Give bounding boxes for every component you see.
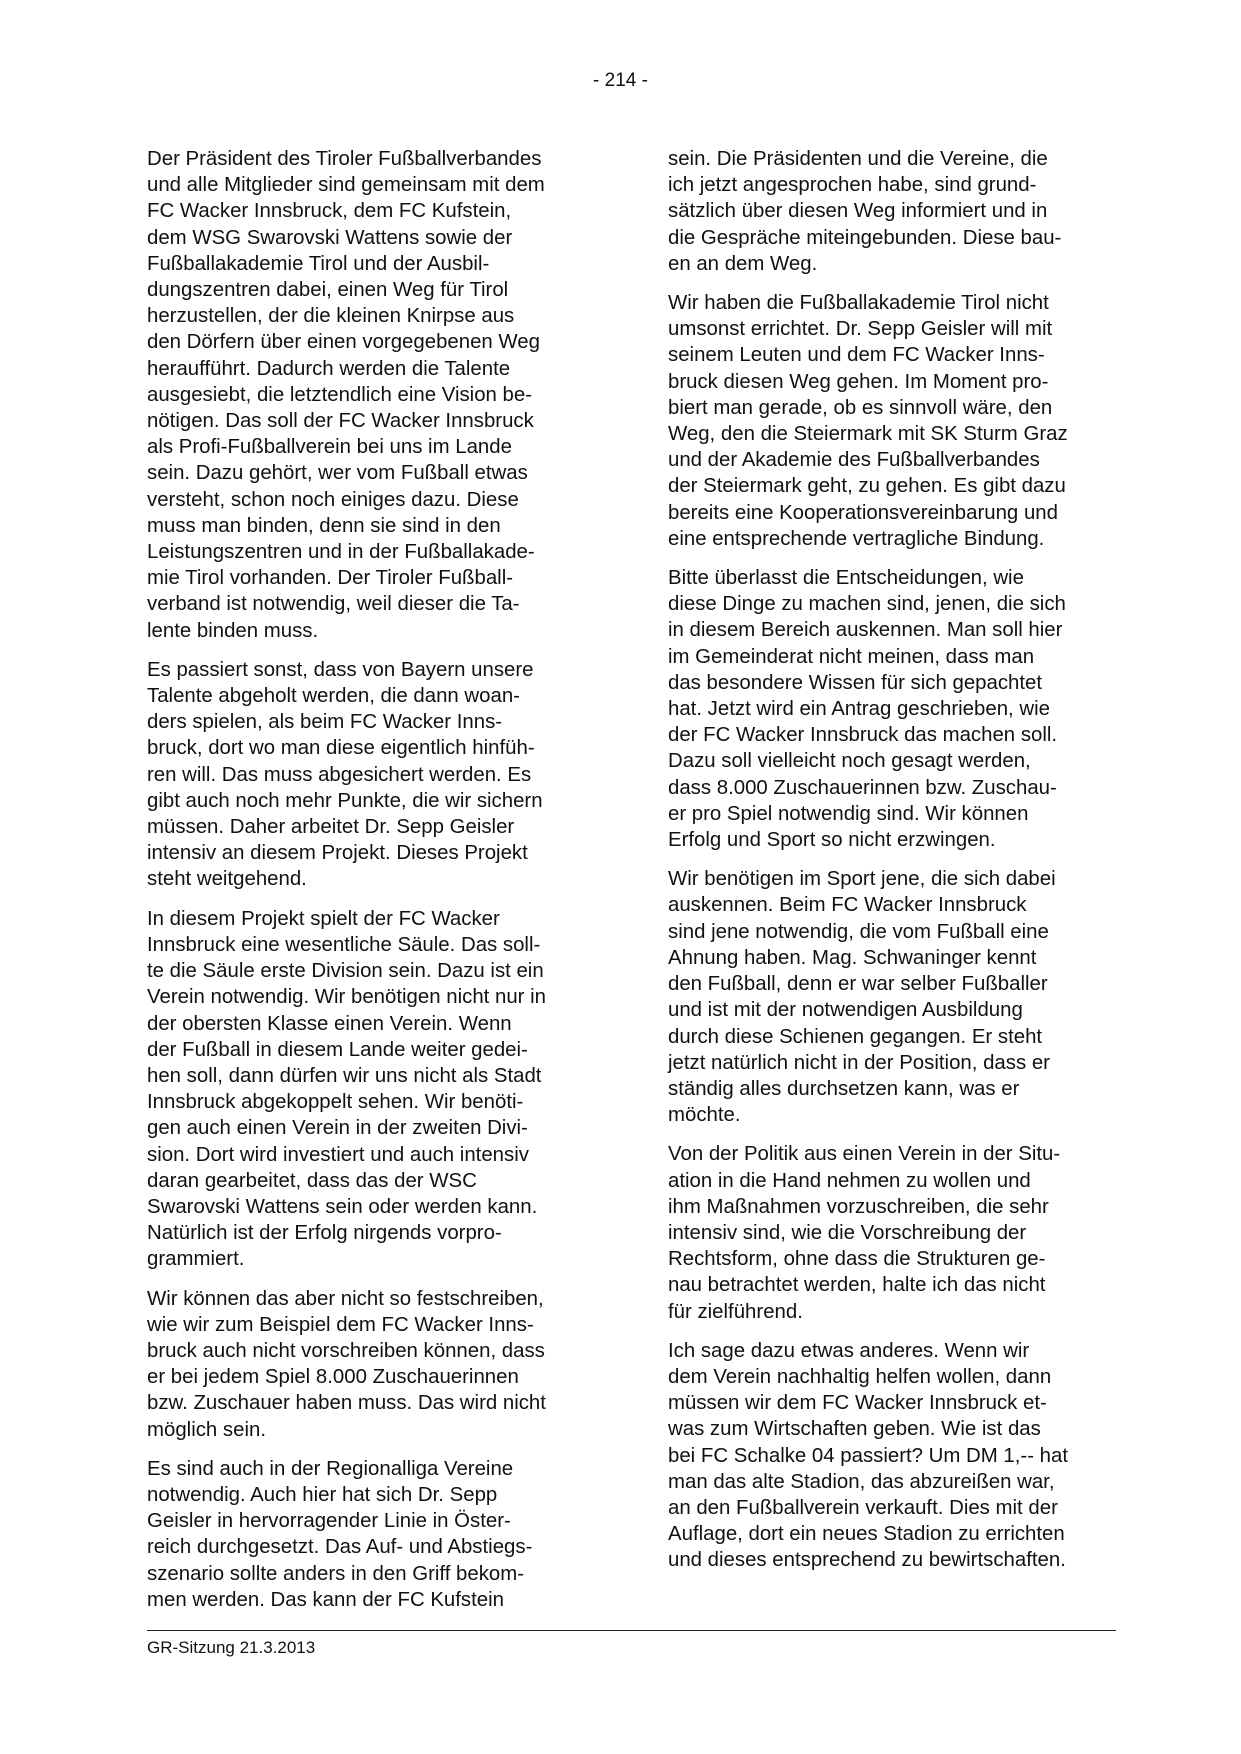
text-line: möglich sein.: [147, 1418, 266, 1441]
text-line: nötigen. Das soll der FC Wacker Innsbruck: [147, 410, 534, 433]
text-line: dungszentren dabei, einen Weg für Tirol: [147, 279, 509, 302]
paragraph: [668, 146, 1116, 277]
text-line: möchte.: [668, 1104, 741, 1127]
text-line: bruck auch nicht vorschreiben können, dass: [147, 1339, 545, 1362]
text-line: daran gearbeitet, dass das der WSC: [147, 1169, 477, 1192]
text-line: der FC Wacker Innsbruck das machen soll.: [668, 724, 1058, 747]
text-line: Geisler in hervorragender Linie in Öster-: [147, 1510, 511, 1533]
text-line: Erfolg und Sport so nicht erzwingen.: [668, 829, 996, 852]
text-line: Innsbruck eine wesentliche Säule. Das soll-: [147, 933, 541, 956]
text-line: hat. Jetzt wird ein Antrag geschrieben, wie: [668, 698, 1050, 721]
text-line: Weg, den die Steiermark mit SK Sturm Graz: [668, 423, 1068, 446]
text-line: reich durchgesetzt. Das Auf- und Abstiegs-: [147, 1536, 533, 1559]
text-line: im Gemeinderat nicht meinen, dass man: [668, 645, 1035, 668]
text-line: er bei jedem Spiel 8.000 Zuschauerinnen: [147, 1366, 519, 1389]
text-line: biert man gerade, ob es sinnvoll wäre, den: [668, 396, 1053, 419]
text-line: sion. Dort wird investiert und auch intensiv: [147, 1143, 529, 1166]
text-line: gen auch einen Verein in der zweiten Divi-: [147, 1117, 528, 1140]
text-line: sind jene notwendig, die vom Fußball eine: [668, 920, 1049, 943]
text-line: Rechtsform, ohne dass die Strukturen ge-: [668, 1248, 1046, 1271]
paragraph: [668, 1338, 1116, 1574]
page-number: - 214 -: [593, 70, 648, 91]
text-line: notwendig. Auch hier hat sich Dr. Sepp: [147, 1483, 498, 1506]
text-line: in diesem Bereich auskennen. Man soll hier: [668, 619, 1063, 642]
paragraph: [147, 146, 607, 644]
text-line: der obersten Klasse einen Verein. Wenn: [147, 1012, 512, 1035]
text-line: ausgesiebt, die letztendlich eine Vision be-: [147, 383, 533, 406]
text-line: eine entsprechende vertragliche Bindung.: [668, 527, 1045, 550]
text-line: bruck, dort wo man diese eigentlich hinfüh-: [147, 737, 535, 760]
text-line: durch diese Schienen gegangen. Er steht: [668, 1025, 1043, 1048]
text-line: das besondere Wissen für sich gepachtet: [668, 671, 1043, 694]
text-line: gibt auch noch mehr Punkte, die wir sichern: [147, 789, 543, 812]
text-line: Natürlich ist der Erfolg nirgends vorpro-: [147, 1222, 502, 1245]
paragraph: [668, 866, 1116, 1128]
text-line: FC Wacker Innsbruck, dem FC Kufstein,: [147, 200, 512, 223]
text-line: en an dem Weg.: [668, 252, 818, 275]
text-line: der Fußball in diesem Lande weiter gedei-: [147, 1038, 528, 1061]
text-line: Von der Politik aus einen Verein in der Situ-: [668, 1143, 1061, 1166]
text-line: muss man binden, denn sie sind in den: [147, 514, 501, 537]
text-line: Innsbruck abgekoppelt sehen. Wir benöti-: [147, 1091, 524, 1114]
left-column: [147, 146, 607, 1626]
text-line: versteht, schon noch einiges dazu. Diese: [147, 488, 519, 511]
text-line: für zielführend.: [668, 1300, 803, 1323]
text-line: und der Akademie des Fußballverbandes: [668, 449, 1040, 472]
text-line: ren will. Das muss abgesichert werden. Es: [147, 763, 532, 786]
text-line: nau betrachtet werden, halte ich das nicht: [668, 1274, 1046, 1297]
text-line: jetzt natürlich nicht in der Position, dass er: [668, 1051, 1050, 1074]
text-line: ständig alles durchsetzen kann, was er: [668, 1077, 1020, 1100]
text-line: seinem Leuten und dem FC Wacker Inns-: [668, 344, 1045, 367]
text-line: und ist mit der notwendigen Ausbildung: [668, 999, 1023, 1022]
text-line: ich jetzt angesprochen habe, sind grund-: [668, 174, 1037, 197]
text-line: bei FC Schalke 04 passiert? Um DM 1,-- hat: [668, 1444, 1069, 1467]
text-line: den Fußball, denn er war selber Fußballer: [668, 973, 1048, 996]
text-line: die Gespräche miteingebunden. Diese bau-: [668, 226, 1062, 249]
text-line: Leistungszentren und in der Fußballakade-: [147, 541, 535, 564]
text-line: Bitte überlasst die Entscheidungen, wie: [668, 567, 1024, 590]
text-line: sein. Die Präsidenten und die Vereine, die: [668, 148, 1048, 170]
text-line: den Dörfern über einen vorgegebenen Weg: [147, 331, 540, 354]
text-line: Fußballakademie Tirol und der Ausbil-: [147, 252, 490, 275]
text-line: herzustellen, der die kleinen Knirpse aus: [147, 305, 515, 328]
text-line: te die Säule erste Division sein. Dazu ist ein: [147, 960, 544, 983]
text-line: Talente abgeholt werden, die dann woan-: [147, 685, 520, 708]
paragraph: [668, 290, 1116, 552]
text-line: diese Dinge zu machen sind, jenen, die sich: [668, 593, 1066, 616]
text-line: lente binden muss.: [147, 619, 319, 642]
text-line: Auflage, dort ein neues Stadion zu errichten: [668, 1523, 1065, 1546]
text-line: Es sind auch in der Regionalliga Vereine: [147, 1457, 514, 1480]
text-line: In diesem Projekt spielt der FC Wacker: [147, 907, 500, 930]
paragraph: [147, 906, 607, 1273]
text-line: Dazu soll vielleicht noch gesagt werden,: [668, 750, 1031, 773]
text-line: Wir haben die Fußballakademie Tirol nicht: [668, 292, 1049, 315]
text-line: müssen wir dem FC Wacker Innsbruck et-: [668, 1392, 1047, 1415]
text-line: Ich sage dazu etwas anderes. Wenn wir: [668, 1339, 1030, 1362]
text-line: der Steiermark geht, zu gehen. Es gibt dazu: [668, 475, 1066, 498]
footer-divider: [147, 1630, 1116, 1631]
text-line: sein. Dazu gehört, wer vom Fußball etwas: [147, 462, 528, 485]
text-line: Verein notwendig. Wir benötigen nicht nur in: [147, 986, 546, 1009]
paragraph: [147, 1456, 607, 1613]
text-line: Es passiert sonst, dass von Bayern unsere: [147, 658, 534, 681]
text-line: und dieses entsprechend zu bewirtschaften.: [668, 1549, 1066, 1572]
text-line: ihm Maßnahmen vorzuschreiben, die sehr: [668, 1195, 1049, 1218]
text-line: man das alte Stadion, das abzureißen war,: [668, 1470, 1055, 1493]
paragraph: [147, 1286, 607, 1443]
text-line: und alle Mitglieder sind gemeinsam mit dem: [147, 174, 545, 197]
text-line: was zum Wirtschaften geben. Wie ist das: [668, 1418, 1041, 1441]
text-line: ders spielen, als beim FC Wacker Inns-: [147, 711, 503, 734]
text-line: steht weitgehend.: [147, 868, 307, 891]
text-line: intensiv an diesem Projekt. Dieses Projekt: [147, 842, 528, 865]
text-line: bzw. Zuschauer haben muss. Das wird nicht: [147, 1392, 546, 1415]
text-line: müssen. Daher arbeitet Dr. Sepp Geisler: [147, 816, 515, 839]
text-line: men werden. Das kann der FC Kufstein: [147, 1588, 505, 1611]
paragraph: [668, 565, 1116, 853]
text-line: hen soll, dann dürfen wir uns nicht als Stadt: [147, 1064, 542, 1087]
text-line: Swarovski Wattens sein oder werden kann.: [147, 1195, 538, 1218]
text-line: Ahnung haben. Mag. Schwaninger kennt: [668, 946, 1037, 969]
text-line: verband ist notwendig, weil dieser die Ta-: [147, 593, 520, 616]
text-line: umsonst errichtet. Dr. Sepp Geisler will mit: [668, 318, 1053, 341]
text-line: szenario sollte anders in den Griff bekom-: [147, 1562, 525, 1585]
text-line: mie Tirol vorhanden. Der Tiroler Fußball-: [147, 567, 514, 590]
text-line: Wir können das aber nicht so festschreiben,: [147, 1287, 544, 1310]
right-column: [668, 146, 1116, 1587]
text-line: an den Fußballverein verkauft. Dies mit der: [668, 1496, 1058, 1519]
text-line: bruck diesen Weg gehen. Im Moment pro-: [668, 370, 1049, 393]
text-line: sätzlich über diesen Weg informiert und in: [668, 200, 1048, 223]
text-line: bereits eine Kooperationsvereinbarung und: [668, 501, 1058, 524]
text-line: grammiert.: [147, 1248, 245, 1271]
paragraph: [668, 1141, 1116, 1324]
text-line: intensiv sind, wie die Vorschreibung der: [668, 1221, 1027, 1244]
text-line: als Profi-Fußballverein bei uns im Lande: [147, 436, 512, 459]
text-line: Wir benötigen im Sport jene, die sich dabei: [668, 868, 1056, 891]
text-line: er pro Spiel notwendig sind. Wir können: [668, 802, 1029, 825]
text-line: dem Verein nachhaltig helfen wollen, dann: [668, 1365, 1052, 1388]
paragraph: [147, 657, 607, 893]
text-line: Der Präsident des Tiroler Fußballverbandes: [147, 148, 542, 170]
text-line: ation in die Hand nehmen zu wollen und: [668, 1169, 1031, 1192]
text-line: wie wir zum Beispiel dem FC Wacker Inns-: [147, 1313, 534, 1336]
text-line: dem WSG Swarovski Wattens sowie der: [147, 226, 513, 249]
text-line: auskennen. Beim FC Wacker Innsbruck: [668, 894, 1027, 917]
footer-session-label: GR-Sitzung 21.3.2013: [147, 1638, 316, 1657]
text-line: heraufführt. Dadurch werden die Talente: [147, 357, 511, 380]
text-line: dass 8.000 Zuschauerinnen bzw. Zuschau-: [668, 776, 1057, 799]
